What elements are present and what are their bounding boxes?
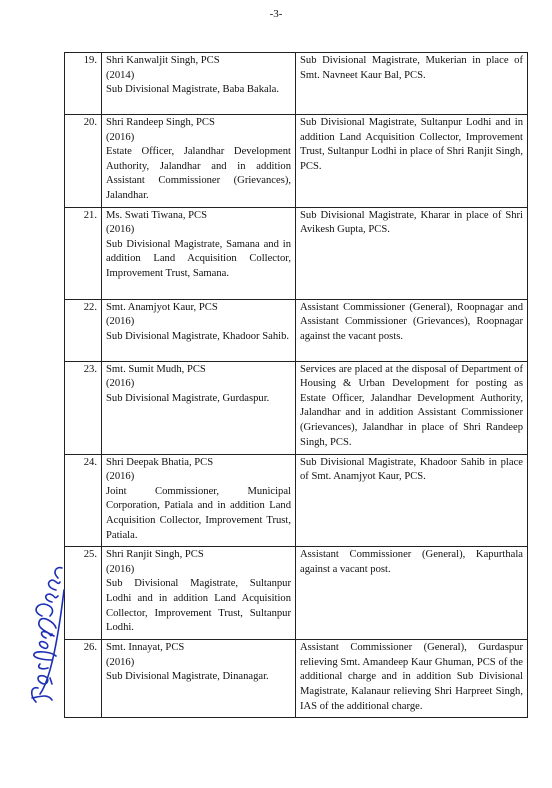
officer-cell [102,299,296,361]
officer-name: Shri Deepak Bhatia, PCS [106,456,214,468]
officer-batch: (2016) [106,563,135,575]
table-row [65,299,528,361]
current-posting: Sub Divisional Magistrate, Baba Bakala. [106,84,279,96]
officer-batch: (2016) [106,316,135,328]
officer-batch: (2016) [106,224,135,236]
officer-name: Smt. Anamjyot Kaur, PCS [106,301,218,313]
officer-batch: (2014) [106,69,135,81]
serial-number: 26. [65,640,102,718]
table-row [65,115,528,208]
current-posting: Sub Divisional Magistrate, Khadoor Sahib. [106,330,290,342]
transfer-orders-table [64,52,528,718]
officer-batch: (2016) [106,131,135,143]
new-posting: Assistant Commissioner (General), Roopnagar and Assistant Commissioner (Grievances), Roopnagar against the vacant posts. [296,299,528,361]
serial-number: 20. [65,115,102,208]
current-posting: Sub Divisional Magistrate, Dinanagar. [106,671,269,683]
table-row [65,640,528,718]
table-row [65,547,528,640]
new-posting: Sub Divisional Magistrate, Kharar in place of Shri Avikesh Gupta, PCS. [296,207,528,299]
new-posting: Services are placed at the disposal of Department of Housing & Urban Development for posting as Estate Officer, Jalandhar Development Authority, Jalandhar and in addition Assistant Commissioner (Grievances), Jalandhar in place of Shri Randeep Singh, PCS. [296,361,528,454]
officer-batch: (2016) [106,471,135,483]
new-posting: Assistant Commissioner (General), Gurdaspur relieving Smt. Amandeep Kaur Ghuman, PCS of the additional charge and in addition Sub Divisional Magistrate, Kalanaur relieving Shri Harpreet Singh, IAS of the additional charge. [296,640,528,718]
serial-number: 24. [65,454,102,547]
serial-number: 19. [65,53,102,115]
serial-number: 22. [65,299,102,361]
officer-cell [102,640,296,718]
officer-cell [102,361,296,454]
table-row [65,454,528,547]
officer-name: Shri Kanwaljit Singh, PCS [106,55,220,66]
officer-cell [102,207,296,299]
officer-cell [102,454,296,547]
officer-batch: (2016) [106,378,135,390]
new-posting: Sub Divisional Magistrate, Sultanpur Lodhi and in addition Land Acquisition Collector, Improvement Trust, Sultanpur Lodhi in place of Shri Ranjit Singh, PCS. [296,115,528,208]
current-posting: Sub Divisional Magistrate, Gurdaspur. [106,392,270,404]
serial-number: 23. [65,361,102,454]
current-posting: Sub Divisional Magistrate, Sultanpur Lodhi and in addition Land Acquisition Collector, Improvement Trust, Sultanpur Lodhi. [106,578,291,634]
officer-cell [102,547,296,640]
officer-cell [102,115,296,208]
table-row [65,361,528,454]
officer-name: Ms. Swati Tiwana, PCS [106,209,207,221]
officer-name: Smt. Sumit Mudh, PCS [106,363,206,375]
officer-name: Shri Ranjit Singh, PCS [106,549,204,561]
page-number: -3- [269,8,283,20]
officer-name: Smt. Innayat, PCS [106,642,185,654]
serial-number: 25. [65,547,102,640]
handwritten-signature [22,560,78,710]
new-posting: Assistant Commissioner (General), Kapurthala against a vacant post. [296,547,528,640]
current-posting: Joint Commissioner, Municipal Corporation, Patiala and in addition Land Acquisition Collector, Improvement Trust, Patiala. [106,485,291,541]
current-posting: Estate Officer, Jalandhar Development Authority, Jalandhar and in addition Assistant Commissioner (Grievances), Jalandhar. [106,146,291,201]
table-row [65,53,528,115]
new-posting: Sub Divisional Magistrate, Mukerian in place of Smt. Navneet Kaur Bal, PCS. [296,53,528,115]
current-posting: Sub Divisional Magistrate, Samana and in addition Land Acquisition Collector, Improvement Trust, Samana. [106,238,291,279]
officer-cell [102,53,296,115]
officer-name: Shri Randeep Singh, PCS [106,117,215,128]
new-posting: Sub Divisional Magistrate, Khadoor Sahib in place of Smt. Anamjyot Kaur, PCS. [296,454,528,547]
officer-batch: (2016) [106,656,135,668]
table-row [65,207,528,299]
serial-number: 21. [65,207,102,299]
